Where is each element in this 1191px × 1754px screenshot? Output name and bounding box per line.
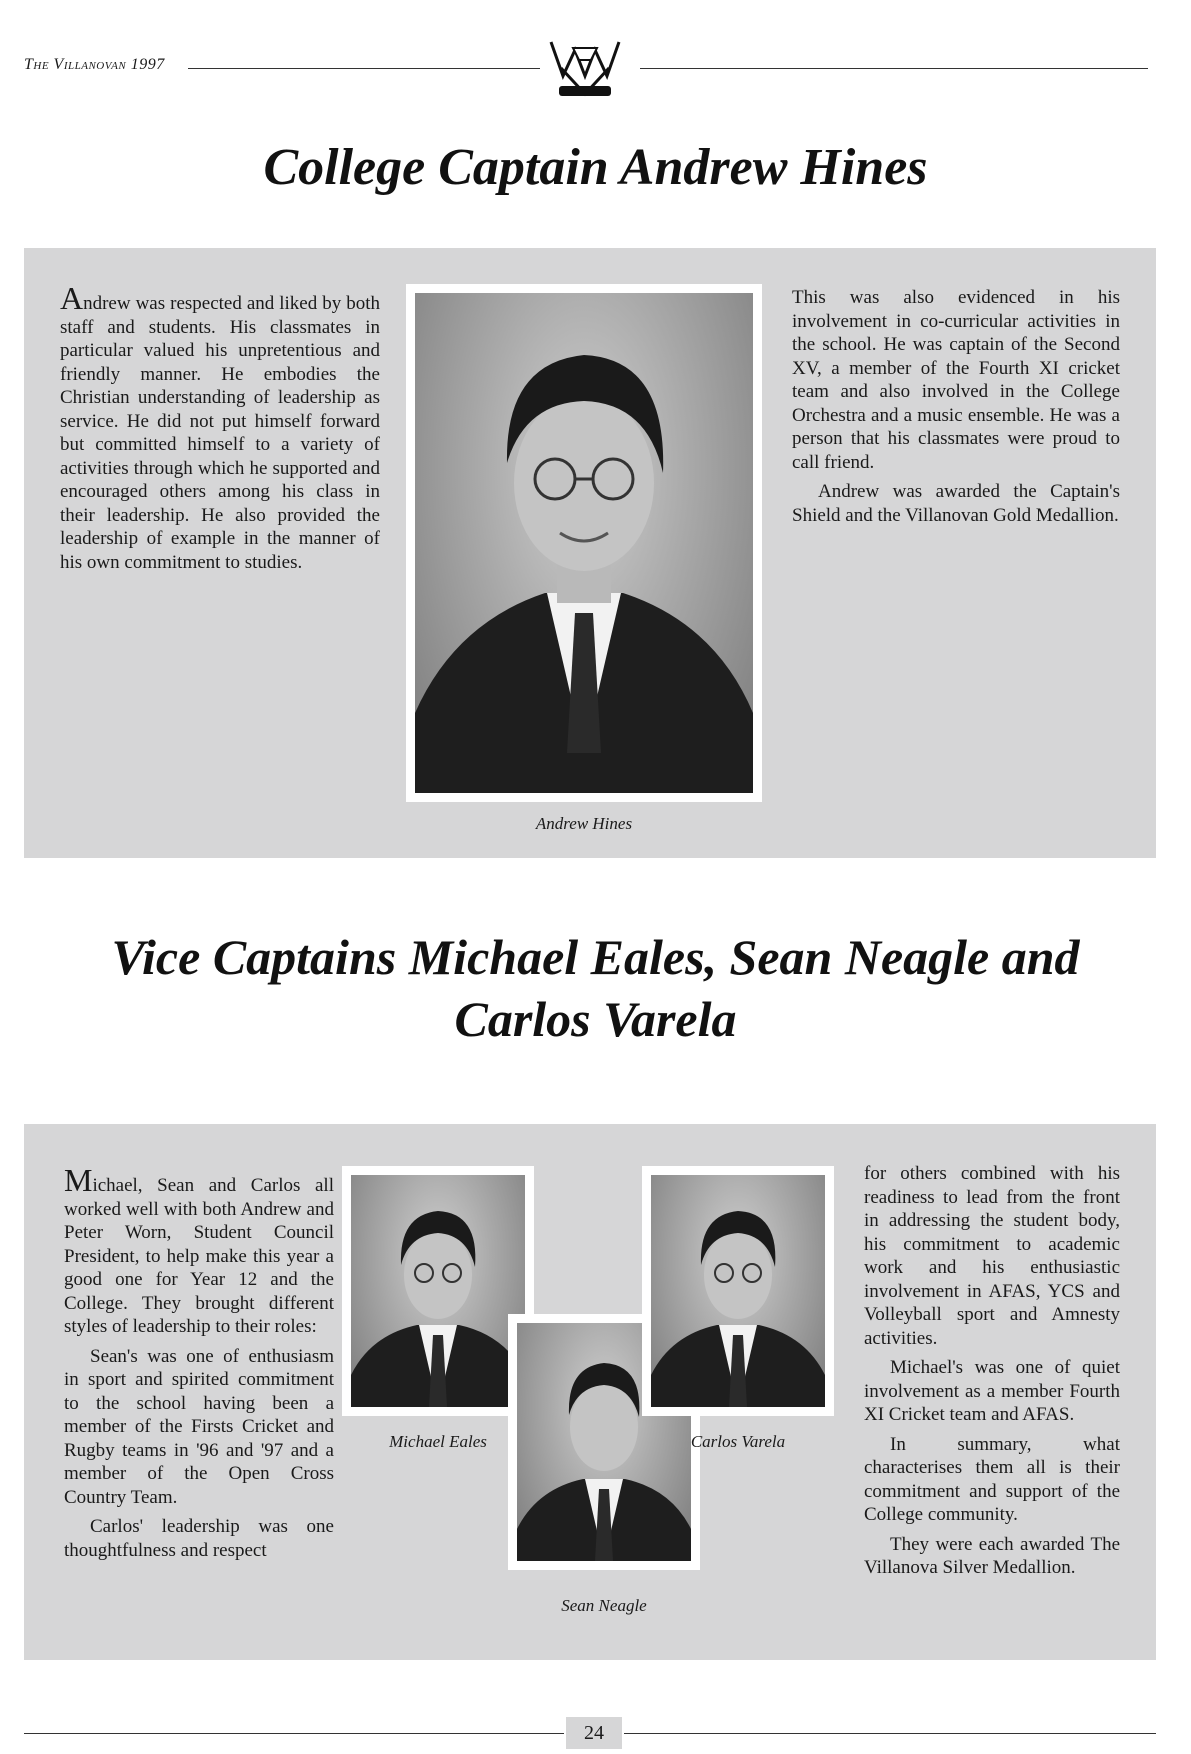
michael-photo	[351, 1175, 525, 1407]
michael-photo-frame	[342, 1166, 534, 1416]
michael-caption: Michael Eales	[389, 1432, 487, 1451]
vice-col2-p1: for others combined with his readiness to lead from the front in addressing the student body, his commitment to academic work and his enthusiastic involvement in AFAS, YCS and Volleyball sport and Amnesty activities.	[864, 1163, 1120, 1349]
captain-text-col2	[792, 286, 1120, 533]
vice-panel	[24, 1124, 1156, 1660]
vice-text-col1	[64, 1162, 334, 1568]
page-number: 24	[566, 1717, 622, 1749]
vice-title-line1: Vice Captains Michael Eales, Sean Neagle and	[111, 929, 1080, 985]
carlos-photo	[651, 1175, 825, 1407]
vice-col2-p4: They were each awarded The Villanova Silver Medallion.	[864, 1533, 1120, 1578]
andrew-caption: Andrew Hines	[535, 814, 633, 833]
captain-col2-p1: This was also evidenced in his involvement in co-curricular activities in the school. He was captain of the Second XV, a member of the Fourth XI cricket team and also involved in the College Orchestra and a music ensemble. He was a person that his classmates were proud to call friend.	[792, 287, 1120, 473]
captain-text-col1	[60, 280, 380, 580]
header-rule-right	[640, 68, 1148, 69]
captain-panel	[24, 248, 1156, 858]
header-rule-left	[188, 68, 540, 69]
publication-name: The Villanovan	[24, 56, 127, 73]
vice-col2-p2: Michael's was one of quiet involvement as a member Fourth XI Cricket team and AFAS.	[864, 1357, 1120, 1425]
carlos-caption: Carlos Varela	[690, 1432, 786, 1451]
andrew-photo-frame	[406, 284, 762, 802]
vice-col1-p3: Carlos' leadership was one thoughtfulness and respect	[64, 1516, 334, 1561]
portrait-icon	[651, 1175, 825, 1407]
captain-col1-p1	[60, 280, 380, 574]
vice-col1-p1-text: ichael, Sean and Carlos all worked well with both Andrew and Peter Worn, Student Council President, to help make this year a good one for Year 12 and the College. They brought different styles of leadership to their roles:	[64, 1175, 334, 1337]
vice-col1-p1	[64, 1162, 334, 1339]
publication-year: 1997	[130, 56, 165, 73]
crest-emblem-icon	[549, 38, 621, 100]
running-head	[24, 56, 165, 74]
vice-col2-p3: In summary, what characterises them all is their commitment and support of the College community.	[864, 1433, 1120, 1525]
portrait-icon	[351, 1175, 525, 1407]
captain-col2-p2: Andrew was awarded the Captain's Shield and the Villanovan Gold Medallion.	[792, 481, 1120, 526]
andrew-photo	[415, 293, 753, 793]
footer-rule-right	[624, 1733, 1156, 1734]
carlos-photo-frame	[642, 1166, 834, 1416]
school-crest	[549, 38, 621, 100]
vice-title-line2: Carlos Varela	[454, 991, 737, 1047]
captain-title: College Captain Andrew Hines	[263, 139, 928, 196]
vice-col1-p2: Sean's was one of enthusiasm in sport and spirited commitment to the school having been a member of the Firsts Cricket and Rugby teams in '96 and '97 and a member of the Open Cross Country Team.	[64, 1345, 334, 1508]
drop-cap: M	[64, 1162, 93, 1198]
portrait-icon	[415, 293, 753, 793]
drop-cap: A	[60, 280, 84, 316]
captain-col1-p1-text: ndrew was respected and liked by both staff and students. His classmates in particular valued his unpretentious and friendly manner. He embodies the Christian understanding of leadership as service. He did not put himself forward but committed himself to a variety of activities through which he supported and encouraged others among his class in their leadership. He also provided the leadership of example in the manner of his own commitment to studies.	[60, 293, 380, 573]
sean-caption: Sean Neagle	[561, 1596, 647, 1615]
footer-rule-left	[24, 1733, 564, 1734]
vice-text-col2	[864, 1162, 1120, 1586]
